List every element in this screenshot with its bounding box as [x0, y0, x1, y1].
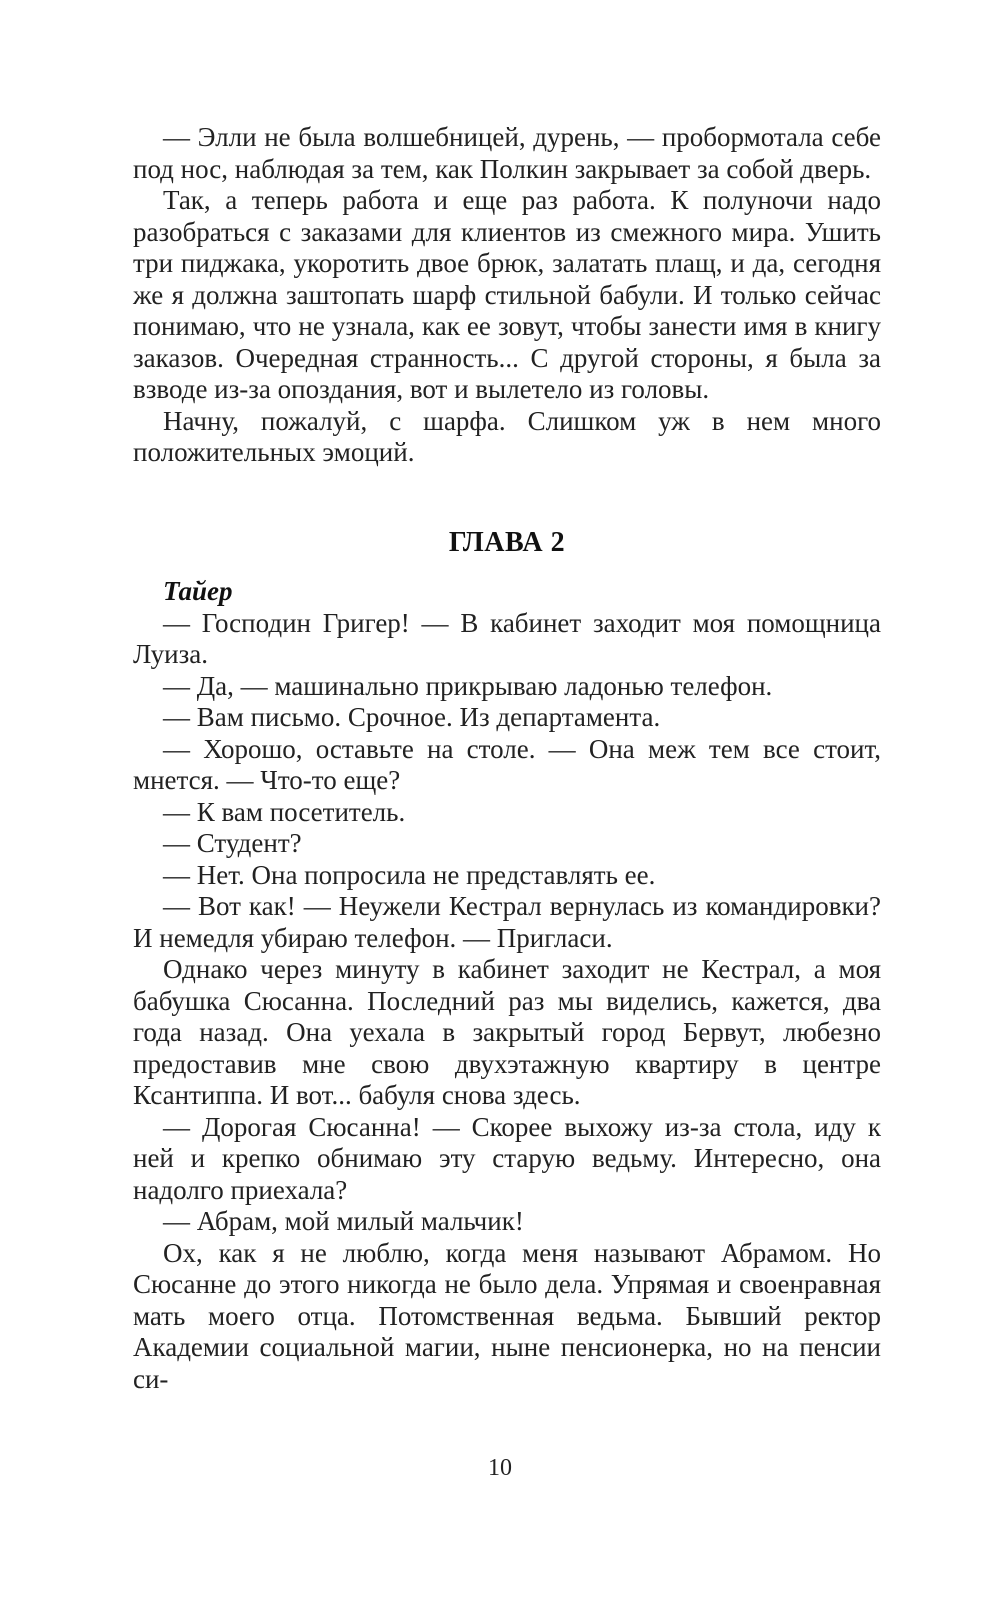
paragraph: Так, а теперь работа и еще раз работа. К полуночи надо разобраться с заказами для клиентов из смежного мира. Ушить три пиджака, укоротить двое брюк, залатать плащ, и да, сегодня же я должна заштопать шарф стильной бабули. И только сейчас понимаю, что не узнала, как ее зовут, чтобы занести имя в книгу заказов. Очередная странность... С другой стороны, я была за взводе из-за опоздания, вот и вылетело из головы. — [133, 185, 881, 404]
page-number: 10 — [488, 1455, 512, 1481]
paragraph: — Студент? — [163, 828, 302, 858]
paragraph: Начну, пожалуй, с шарфа. Слишком уж в нем много положительных эмоций. — [133, 405, 881, 467]
section-spacer — [133, 469, 881, 527]
paragraph: — Господин Григер! — В кабинет заходит моя помощница Луиза. — [133, 607, 881, 669]
paragraph: Однако через минуту в кабинет заходит не Кестрал, а моя бабушка Сюсанна. Последний раз мы виделись, кажется, два года назад. Она уехала в закрытый город Бервут, любезно предоставив мне свою двухэтажную квартиру в центре Ксантиппа. И вот... бабуля снова здесь. — [133, 954, 881, 1110]
book-page-text — [133, 122, 881, 1395]
paragraph: — Хорошо, оставьте на столе. — Она меж тем все стоит, мнется. — Что-то еще? — [133, 733, 881, 795]
chapter-title: ГЛАВА 2 — [448, 526, 566, 558]
paragraph: — Да, — машинально прикрываю ладонью телефон. — [163, 670, 773, 701]
heading-spacer — [133, 558, 881, 576]
pov-heading: Тайер — [163, 576, 233, 606]
paragraph: — Вам письмо. Срочное. Из департамента. — [163, 702, 661, 732]
paragraph: — Вот как! — Неужели Кестрал вернулась из командировки? И немедля убираю телефон. — Пригласи. — [133, 891, 881, 953]
paragraph: — Дорогая Сюсанна! — Скорее выхожу из-за стола, иду к ней и крепко обнимаю эту старую ведьму. Интересно, она надолго приехала? — [133, 1111, 881, 1205]
paragraph: — К вам посетитель. — [163, 796, 406, 827]
paragraph: — Абрам, мой милый мальчик! — [163, 1206, 524, 1236]
paragraph: — Нет. Она попросила не представлять ее. — [163, 859, 656, 890]
paragraph: — Элли не была волшебницей, дурень, — пробормотала себе под нос, наблюдая за тем, как Полкин закрывает за собой дверь. — [133, 122, 881, 184]
paragraph: Ох, как я не люблю, когда меня называют Абрамом. Но Сюсанне до этого никогда не было дела. Упрямая и своенравная мать моего отца. Потомственная ведьма. Бывший ректор Академии социальной магии, ныне пенсионерка, но на пенсии си- — [133, 1237, 881, 1394]
